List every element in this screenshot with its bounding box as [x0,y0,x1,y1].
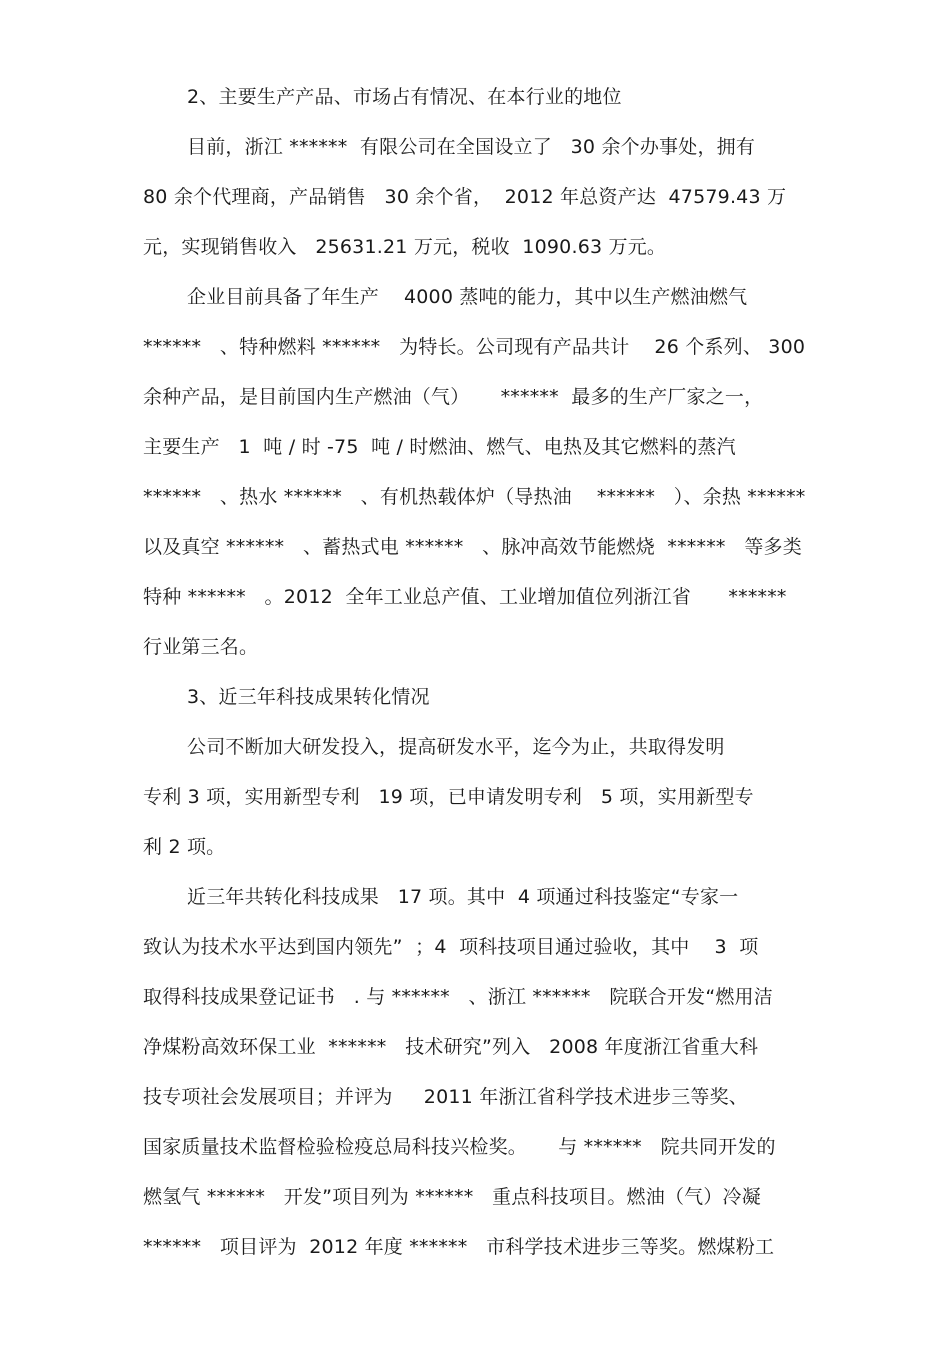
paragraph-line: 行业第三名。 [143,636,259,658]
paragraph-line: 利 2 项。 [143,836,226,858]
paragraph-line: 主要生产 1 吨 / 时 -75 吨 / 时燃油、燃气、电热及其它燃料的蒸汽 [143,436,736,458]
paragraph-line: 以及真空 ****** 、蓄热式电 ****** 、脉冲高效节能燃烧 ****** 等多类 [143,536,802,558]
paragraph-line: 净煤粉高效环保工业 ****** 技术研究”列入 2008 年度浙江省重大科 [143,1036,759,1058]
paragraph-line: 燃氢气 ****** 开发”项目列为 ****** 重点科技项目。燃油（气）冷凝 [143,1186,761,1208]
paragraph-line: 余种产品，是目前国内生产燃油（气） ****** 最多的生产厂家之一， [143,386,764,408]
paragraph-line: 80 余个代理商，产品销售 30 余个省， 2012 年总资产达 47579.43 万 [143,186,787,208]
paragraph-line: 特种 ****** 。2012 全年工业总产值、工业增加值位列浙江省 ****** [143,586,787,608]
paragraph-line: ****** 项目评为 2012 年度 ****** 市科学技术进步三等奖。燃煤粉工 [143,1236,775,1258]
paragraph-line: 专利 3 项，实用新型专利 19 项，已申请发明专利 5 项，实用新型专 [143,786,754,808]
paragraph-line: 元，实现销售收入 25631.21 万元，税收 1090.63 万元。 [143,236,667,258]
paragraph-line: 目前，浙江 ****** 有限公司在全国设立了 30 余个办事处，拥有 [187,136,756,158]
paragraph-line: 近三年共转化科技成果 17 项。其中 4 项通过科技鉴定“专家一 [187,886,739,908]
section-heading-3: 3、近三年科技成果转化情况 [187,686,430,708]
paragraph-line: 国家质量技术监督检验检疫总局科技兴检奖。 与 ****** 院共同开发的 [143,1136,776,1158]
paragraph-line: 技专项社会发展项目；并评为 2011 年浙江省科学技术进步三等奖、 [143,1086,748,1108]
paragraph-line: 致认为技术水平达到国内领先” ；4 项科技项目通过验收，其中 3 项 [143,936,759,958]
paragraph-line: ****** 、特种燃料 ****** 为特长。公司现有产品共计 26 个系列、 300 [143,336,806,358]
paragraph-line: 公司不断加大研发投入，提高研发水平，迄今为止，共取得发明 [187,736,725,758]
paragraph-line: 企业目前具备了年生产 4000 蒸吨的能力，其中以生产燃油燃气 [187,286,748,308]
section-heading-2: 2、主要生产产品、市场占有情况、在本行业的地位 [187,86,622,108]
paragraph-line: 取得科技成果登记证书 . 与 ****** 、浙江 ****** 院联合开发“燃用洁 [143,986,773,1008]
paragraph-line: ****** 、热水 ****** 、有机热载体炉（导热油 ****** ）、余热 ****** [143,486,806,508]
